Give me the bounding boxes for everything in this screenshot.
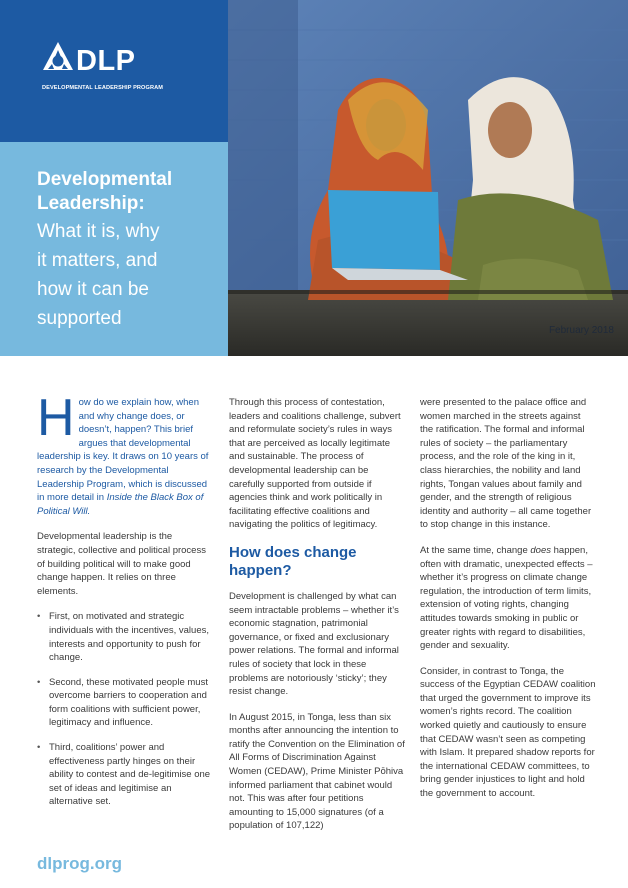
text-span: happen, often with dramatic, unexpected effects – whether it’s progress on climate change regulation, the introduction of term limits, extension of voting rights, changing attitudes towards smoking in public or greater rights with regard to disabilities, gender and sexuality. [420, 544, 593, 652]
dlp-triangle-icon [42, 40, 74, 80]
column-2 [229, 396, 405, 845]
logo-subtitle: DEVELOPMENTAL LEADERSHIP PROGRAM [42, 85, 163, 91]
text-span: At the same time, change [420, 544, 531, 556]
list-item: • Third, coalitions’ power and effectiveness partly hinges on their ability to contest and de-legitimise one set of ideas and legitimise an alternative set. [37, 741, 213, 809]
title-light-line: it matters, and [37, 250, 158, 271]
body-paragraph: Through this process of contestation, leaders and coalitions challenge, subvert and reformulate society’s rules in ways that are perceived as locally legitimate and sustainable. The process of developmental leadership can be carefully supported from outside if agencies think and work politically in facilitating effective coalitions and navigating the politics of legitimacy. [229, 397, 401, 531]
cover-photo [228, 0, 628, 356]
drop-cap: H [37, 389, 75, 447]
emphasis: does [530, 544, 551, 556]
photo-illustration [228, 0, 628, 356]
footer-url-link[interactable]: dlprog.org [37, 854, 122, 873]
title-bold [37, 168, 217, 216]
list-item: • Second, these motivated people must overcome barriers to cooperation and form coalitions with sufficient power, legitimacy and influence. [37, 676, 213, 730]
title-light-line: how it can be [37, 279, 149, 300]
title-light-line: What it is, why [37, 221, 160, 242]
logo-name: DLP [76, 45, 136, 77]
body-paragraph: Developmental leadership is the strategic, collective and political process of building political will to make good change happen. It relies on three elements. [37, 531, 206, 597]
list-item: • First, on motivated and strategic individuals with the incentives, values, interests and opportunity to push for change. [37, 610, 213, 664]
intro-text: ow do we explain how, when and why change does, or doesn’t, happen? This brief argues that developmental leadership is key. It draws on 10 years of research by the Developmental Leadership Program, which is discussed in more detail in [37, 397, 209, 504]
intro-book-link: Inside the Black Box of Political Will. [37, 492, 204, 517]
body-paragraph [420, 544, 596, 653]
title-subtitle [37, 217, 217, 333]
section-heading: How does change happen? [229, 543, 357, 579]
column-1 [37, 389, 213, 820]
title-panel [0, 142, 228, 356]
body-paragraph: Consider, in contrast to Tonga, the success of the Egyptian CEDAW coalition that urged the government to improve its women’s rights record. The coalition worked quietly and cautiously to ensure that CEDAW wasn’t seen as competing with Islam. It prepared shadow reports for the international CEDAW committees, to bring gender injustices to light and hold the government to account. [420, 665, 596, 800]
column-3 [420, 396, 596, 813]
body-paragraph: were presented to the palace office and women marched in the streets against the ratification. The formal and informal rules of society – the parliamentary process, and the role of the king in it, class hierarchies, the nobility and land rights, Tongan values about family and gender, and the strength of religious identity and authority – all came together to stop change in this instance. [420, 397, 592, 531]
title-bold-line: Developmental [37, 169, 173, 190]
elements-list [37, 610, 213, 809]
dlp-logo [42, 40, 202, 100]
title-light-line: supported [37, 308, 122, 329]
title-bold-line: Leadership: [37, 193, 145, 214]
publication-date: February 2018 [548, 325, 614, 336]
intro-paragraph [37, 389, 213, 518]
body-paragraph: Development is challenged by what can seem intractable problems – whether it’s economic stagnation, patrimonial governance, or fixed and exclusionary power relations. The formal and informal rules of society that lock in these problems are notoriously ‘sticky’; they resist change. [229, 590, 399, 698]
body-paragraph: In August 2015, in Tonga, less than six months after announcing the intention to ratify the Convention on the Elimination of All Forms of Discrimination Against Women (CEDAW), Prime Minister Pōhiva informed parliament that cabinet would not. This was after four petitions amounting to 15,000 signatures (of a population of 107,122) [229, 711, 405, 832]
header-block [0, 0, 228, 142]
